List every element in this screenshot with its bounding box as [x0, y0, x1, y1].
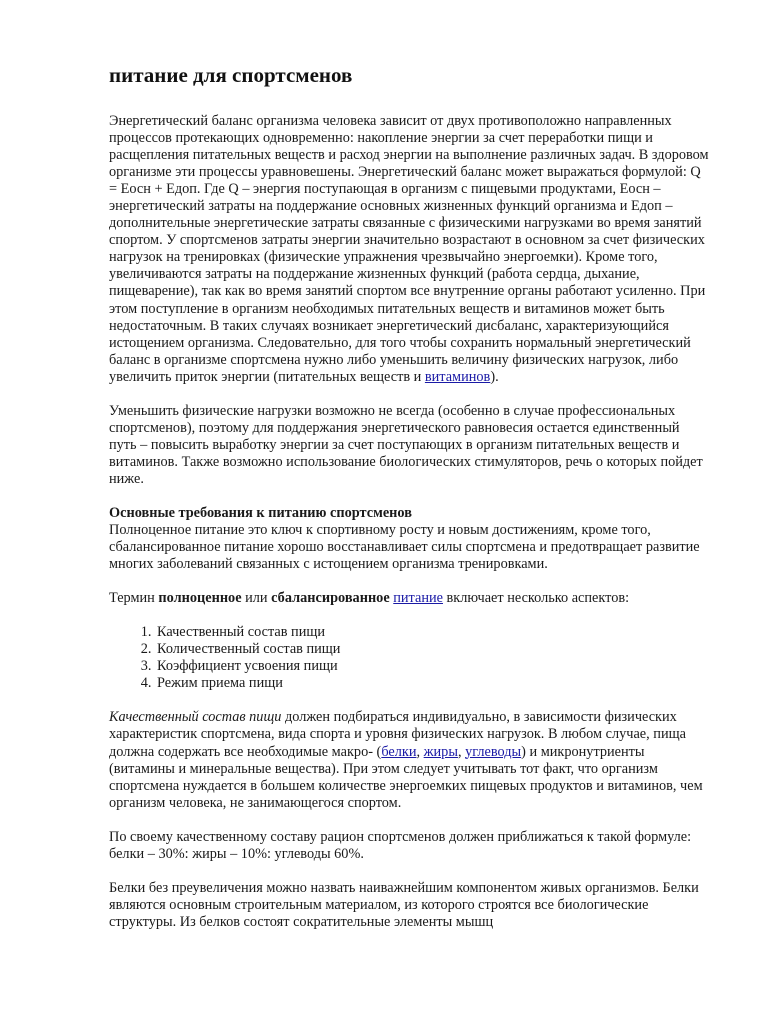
section-requirements	[109, 505, 709, 573]
paragraph-text-end: ).	[490, 368, 499, 385]
link-nutrition[interactable]: питание	[393, 590, 443, 607]
list-item: 4. Режим приема пищи	[155, 675, 709, 692]
link-fats[interactable]: жиры	[423, 743, 458, 760]
link-vitamins[interactable]: витаминов	[424, 368, 491, 385]
link-carbohydrates[interactable]: углеводы	[465, 743, 522, 760]
paragraph-quality	[109, 709, 709, 811]
paragraph-term	[109, 590, 709, 607]
paragraph-text: Энергетический баланс организма человека зависит от двух противоположно направленных процессов протекающих одновременно: накопление энергии за счет переработки пищи и расщепления питательных веществ и расход энергии на выполнение различных задач. В здоровом организме эти процессы уравновешены. Энергетический баланс может выражаться формулой: Q = Еосн + Едоп. Где Q – энергия поступающая в организм с пищевыми продуктами, Еосн – энергетический затраты на поддержание основных жизненных функций организма и Едоп – дополнительные энергетические затраты связанные с физическими нагрузками во время занятий спортом. У спортсменов затраты энергии значительно возрастают в основном за счет физических нагрузок на тренировках (физические упражнения чрезвычайно энергоемки). Кроме того, увеличиваются затраты на поддержание жизненных функций (работа сердца, дыхание, пищеварение), так как во время занятий спортом все внутренние органы работают усиленно. При этом поступление в организм необходимых питательных веществ и витаминов может быть недостаточным. В таких случаях возникает энергетический дисбаланс, характеризующийся истощением организма. Следовательно, для того чтобы сохранить нормальный энергетический баланс в организме спортсмена нужно либо уменьшить величину физических нагрузок, либо увеличить приток энергии (питательных веществ и	[109, 113, 709, 385]
separator: ,	[416, 743, 424, 760]
list-item: 1. Качественный состав пищи	[155, 624, 709, 641]
paragraph-reduce-load: Уменьшить физические нагрузки возможно не всегда (особенно в случае профессиональных спортсменов), поэтому для поддержания энергетического равновесия остается единственный путь – повысить выработку энергии за счет поступающих в организм питательных веществ и витаминов. Также возможно использование биологических стимуляторов, речь о которых пойдет ниже.	[109, 402, 703, 487]
term-text-1: Термин	[109, 590, 159, 607]
quality-text-1: должен подбираться индивидуально, в зависимости физических характеристик спортсмена, вида спорта и уровня физических нагрузок. В любом случае, пища должна содержать все необходимые макро- (	[109, 709, 686, 760]
quality-italic: Качественный состав пищи	[109, 709, 282, 726]
paragraph-energy-balance	[109, 113, 709, 386]
separator: ,	[457, 743, 466, 760]
paragraph-proteins: Белки без преувеличения можно назвать наиважнейшим компонентом живых организмов. Белки являются основным строительным материалом, из которого строятся все биологические структуры. Из белков состоят сократительные элементы мышц	[109, 879, 699, 930]
term-text-4: включает несколько аспектов:	[442, 590, 630, 607]
paragraph-formula: По своему качественному составу рацион спортсменов должен приближаться к такой формуле: белки – 30%: жиры – 10%: углеводы 60%.	[109, 828, 692, 862]
term-bold-complete: полноценное	[158, 590, 242, 607]
document-page	[109, 62, 709, 931]
link-proteins[interactable]: белки	[381, 743, 417, 760]
page-title: питание для спортсменов	[109, 63, 353, 87]
term-text-2: или	[241, 590, 272, 607]
section-heading: Основные требования к питанию спортсменов	[109, 504, 412, 521]
list-item: 2. Количественный состав пищи	[155, 641, 709, 658]
list-item: 3. Коэффициент усвоения пищи	[155, 658, 709, 675]
quality-text-2: ) и микронутриенты (витамины и минеральные вещества). При этом следует учитывать тот факт, что организм спортсмена нуждается в большем количестве энергоемких пищевых продуктов и витаминов, чем организм человека, не занимающегося спортом.	[109, 743, 703, 811]
term-bold-balanced: сбалансированное	[271, 590, 390, 607]
section-text: Полноценное питание это ключ к спортивному росту и новым достижениям, кроме того, сбалансированное питание хорошо восстанавливает силы спортсмена и предотвращает развитие многих заболеваний связанных с истощением организма тренировками.	[109, 522, 700, 573]
aspects-list	[109, 624, 709, 692]
